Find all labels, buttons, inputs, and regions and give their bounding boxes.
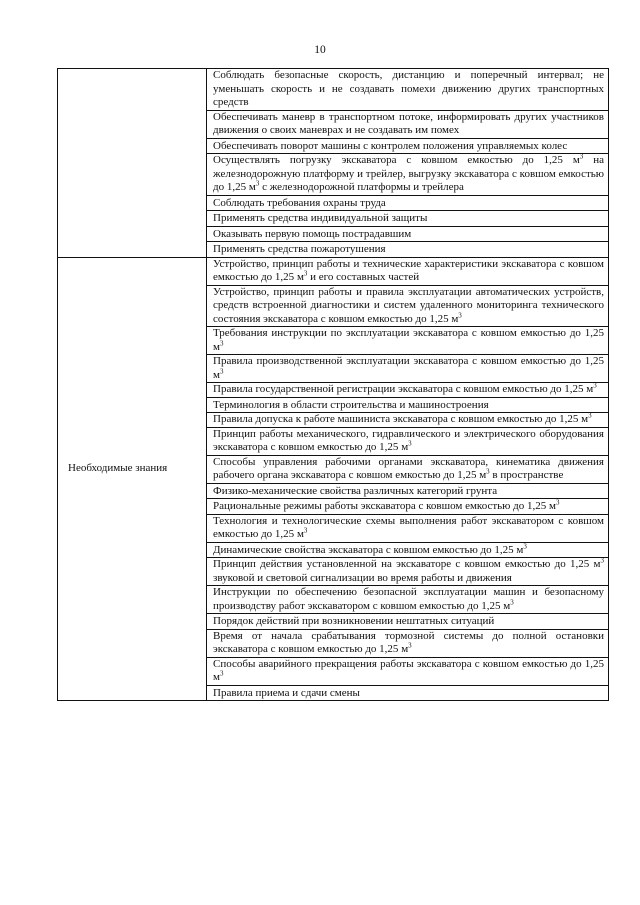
requirement-text: Динамические свойства экскаватора с ковшом емкостью до 1,25 $м^3$ (207, 542, 609, 558)
requirement-text: Применять средства пожаротушения (207, 242, 609, 258)
cubic-superscript: 3 (408, 439, 412, 448)
label-spacer (68, 258, 204, 462)
requirement-text: Способы аварийного прекращения работы экскаватора с ковшом емкостью до 1,25 $м^3$ (207, 657, 609, 685)
cubic-superscript: 3 (458, 310, 462, 319)
requirement-text: Обеспечивать маневр в транспортном потоке, информировать других участников движения о своих маневрах и не создавать им помех (207, 110, 609, 138)
requirement-text: Физико-механические свойства различных категорий грунта (207, 483, 609, 499)
cubic-superscript: 3 (255, 179, 260, 188)
requirements-table (57, 68, 609, 701)
requirement-text: Инструкции по обеспечению безопасной эксплуатации машин и безопасному производству работ экскаватором с ковшом емкостью до 1,25 $м^3$ (207, 586, 609, 614)
cubic-superscript: 3 (219, 338, 224, 347)
requirement-text: Осуществлять погрузку экскаватора с ковшом емкостью до 1,25 $м^3$ на железнодорожную платформу и трейлер, выгрузку экскаватора с ковшом емкостью до 1,25 $м^3$ с железнодорожной платформы и трейлера (207, 154, 609, 196)
cubic-superscript: 3 (523, 541, 527, 550)
page-number: 10 (314, 44, 326, 56)
cubic-superscript: 3 (588, 411, 592, 420)
requirement-text: Способы управления рабочими органами экскаватора, кинематика движения рабочего органа экскаватора с ковшом емкостью до 1,25 $м^3$ в пространстве (207, 455, 609, 483)
requirement-text: Время от начала срабатывания тормозной системы до полной остановки экскаватора с ковшом емкостью до 1,25 $м^3$ (207, 629, 609, 657)
requirement-text: Устройство, принцип работы и технические характеристики экскаватора с ковшом емкостью до 1,25 $м^3$ и его составных частей (207, 257, 609, 285)
cubic-superscript: 3 (303, 526, 308, 535)
requirement-text: Правила производственной эксплуатации экскаватора с ковшом емкостью до 1,25 $м^3$ (207, 355, 609, 383)
requirement-text: Технология и технологические схемы выполнения работ экскаватором с ковшом емкостью до 1,25 $м^3$ (207, 514, 609, 542)
section-label: Необходимые знания (68, 461, 168, 474)
table-row (58, 69, 609, 111)
requirement-text: Правила допуска к работе машиниста экскаватора с ковшом емкостью до 1,25 $м^3$ (207, 413, 609, 428)
cubic-superscript: 3 (219, 366, 224, 375)
table-row (58, 257, 609, 285)
requirement-text: Требования инструкции по эксплуатации экскаватора с ковшом емкостью до 1,25 $м^3$ (207, 327, 609, 355)
cubic-superscript: 3 (593, 381, 597, 390)
requirement-text: Терминология в области строительства и машиностроения (207, 397, 609, 413)
cubic-superscript: 3 (510, 597, 514, 606)
requirement-text: Оказывать первую помощь пострадавшим (207, 226, 609, 242)
requirement-text: Обеспечивать поворот машины с контролем положения управляемых колес (207, 138, 609, 154)
cubic-superscript: 3 (303, 269, 308, 278)
cubic-superscript: 3 (408, 641, 412, 650)
cubic-superscript: 3 (219, 669, 224, 678)
requirement-text: Порядок действий при возникновении нештатных ситуаций (207, 614, 609, 630)
requirement-text: Правила приема и сдачи смены (207, 685, 609, 701)
cubic-superscript: 3 (486, 467, 490, 476)
requirement-text: Правила государственной регистрации экскаватора с ковшом емкостью до 1,25 $м^3$ (207, 383, 609, 398)
requirement-text: Принцип действия установленной на экскаваторе с ковшом емкостью до 1,25 $м^3$ звуковой и световой сигнализации во время работы и движения (207, 558, 609, 586)
requirement-text: Принцип работы механического, гидравлического и электрического оборудования экскаватора с ковшом емкостью до 1,25 $м^3$ (207, 427, 609, 455)
cubic-superscript: 3 (600, 556, 604, 565)
section-label-cell (58, 69, 207, 258)
requirement-text: Соблюдать безопасные скорость, дистанцию и поперечный интервал; не уменьшать скорость и не создавать помехи движению других транспортных средств (207, 69, 609, 111)
cubic-superscript: 3 (555, 498, 560, 507)
requirement-text: Устройство, принцип работы и правила эксплуатации автоматических устройств, средств встроенной диагностики и систем удаленного мониторинга технического состояния экскаватора с ковшом емкостью до 1,25 $м^3$ (207, 285, 609, 327)
cubic-superscript: 3 (579, 152, 584, 161)
knowledge-label-cell (58, 257, 207, 701)
requirement-text: Рациональные режимы работы экскаватора с ковшом емкостью до 1,25 $м^3$ (207, 499, 609, 515)
requirement-text: Соблюдать требования охраны труда (207, 195, 609, 211)
requirement-text: Применять средства индивидуальной защиты (207, 211, 609, 227)
